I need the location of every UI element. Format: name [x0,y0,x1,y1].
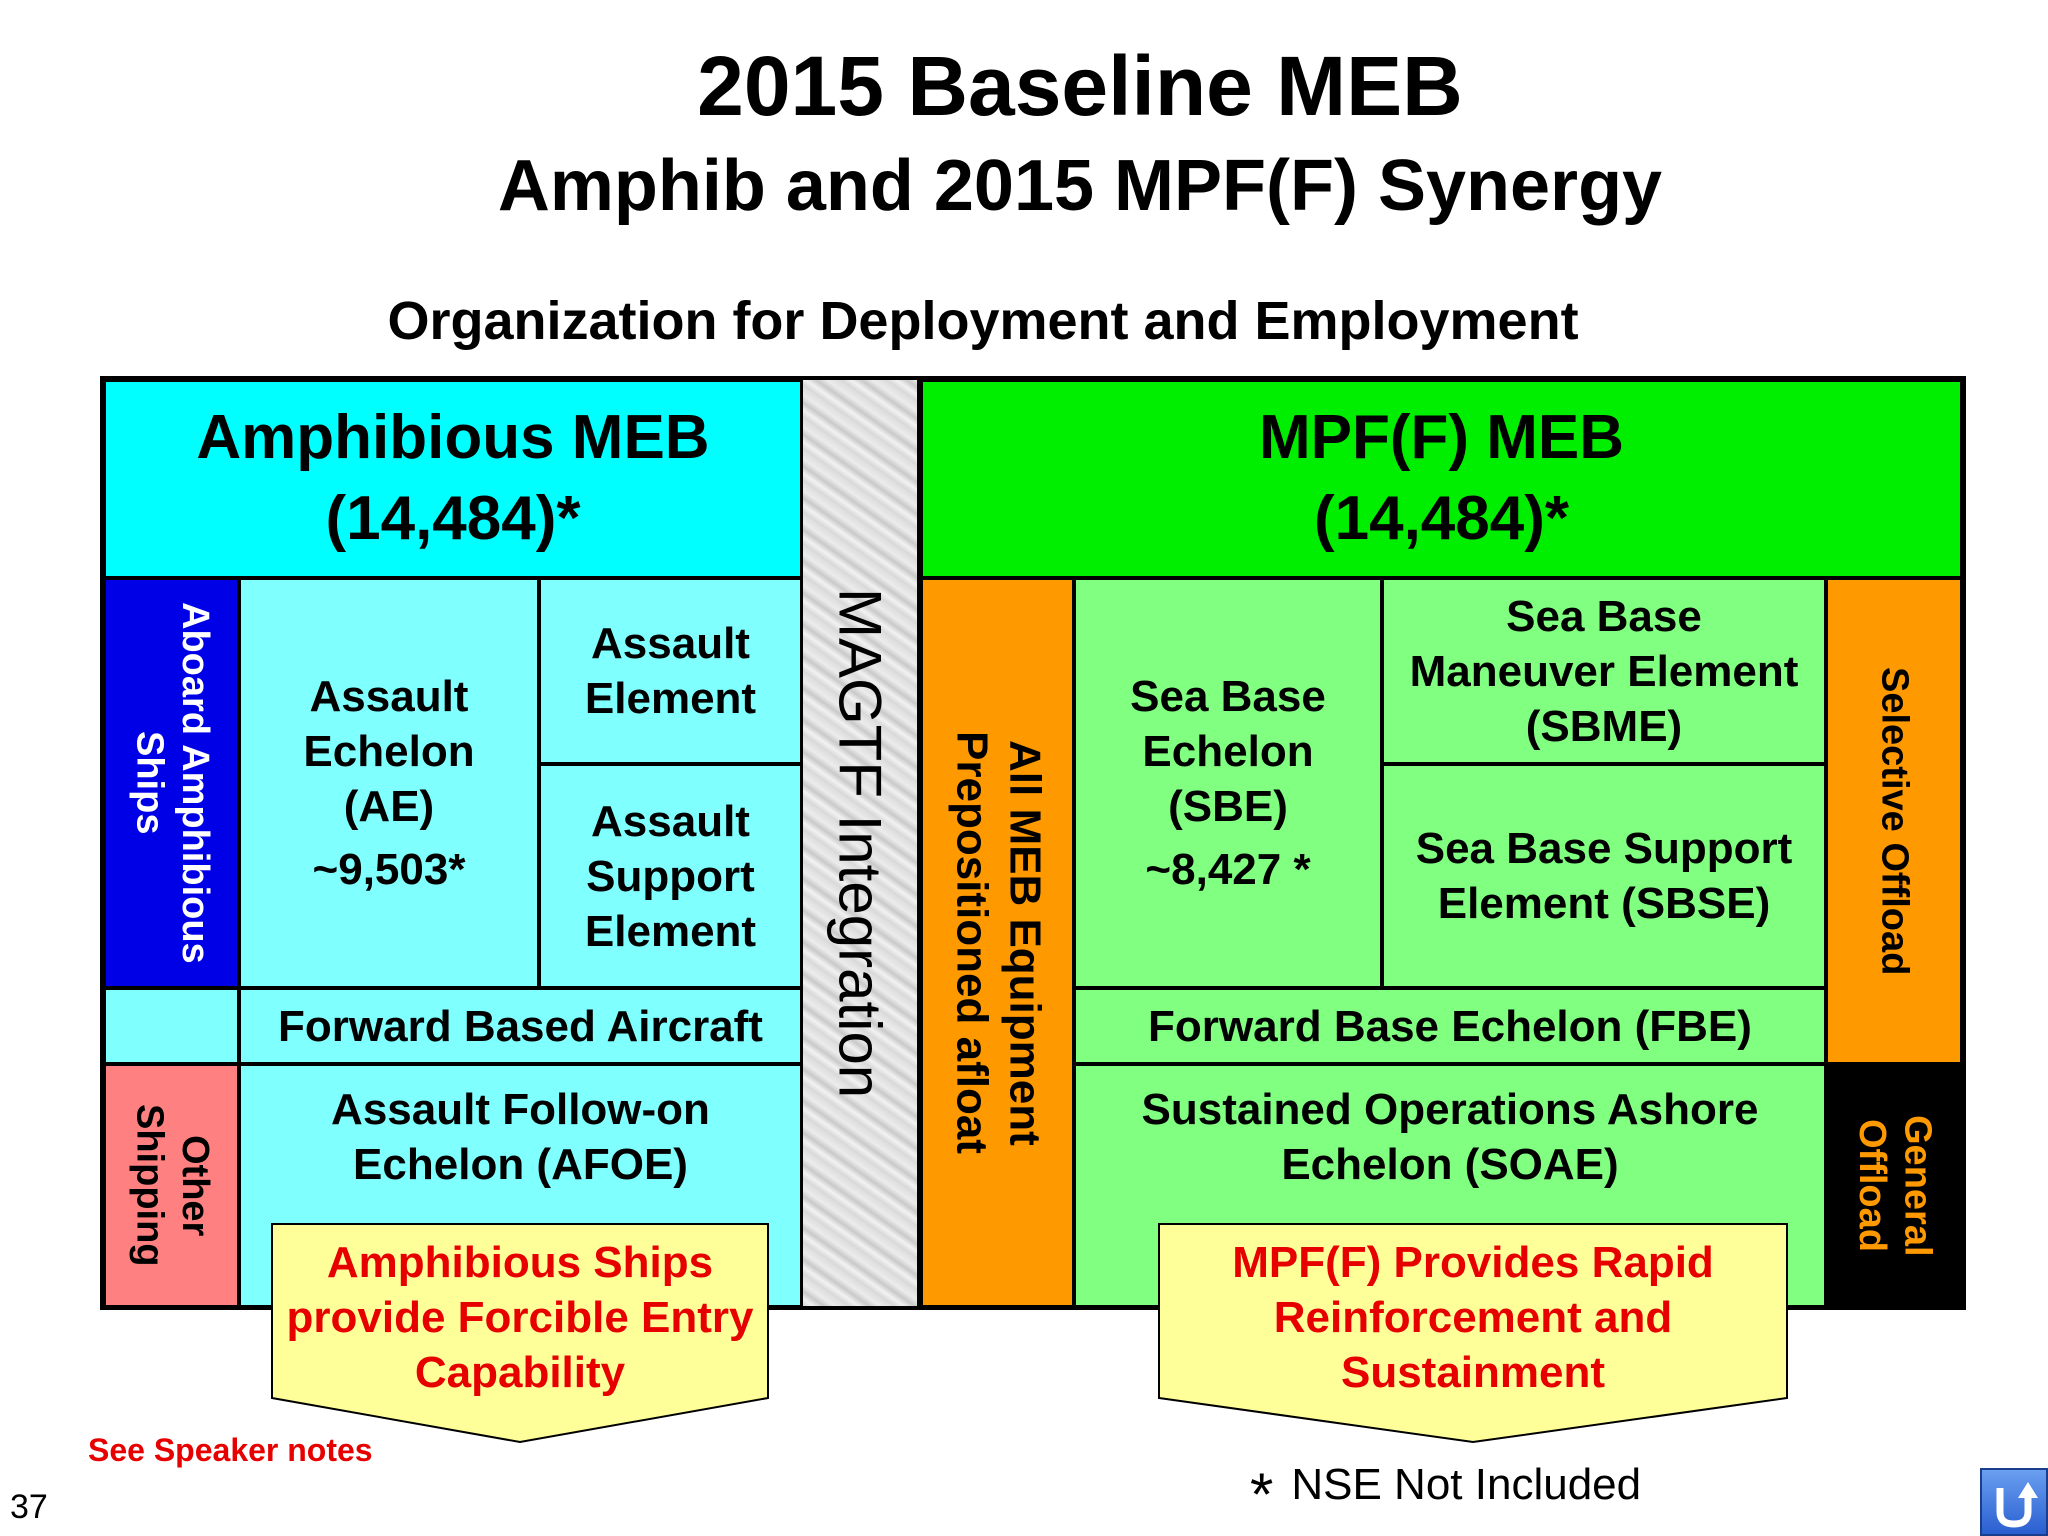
sbse-label: Sea Base Support Element (SBSE) [1415,824,1793,928]
mpf-meb-name: MPF(F) MEB [1258,403,1625,473]
return-arrow-icon[interactable] [1980,1468,2048,1536]
assault-support-element-label: Assault Support Element [584,796,757,956]
page-number: 37 [10,1488,48,1526]
assault-echelon-count: ~9,503* [312,845,466,894]
assault-element-label: Assault Element [584,619,757,723]
sea-base-echelon-line3: (SBE) [1168,782,1288,831]
sea-base-echelon-line2: Echelon [1142,727,1314,776]
amphib-side-gap-cell [103,987,240,1065]
assault-echelon-line1: Assault [309,672,469,721]
sbme-box [1381,577,1827,765]
magtf-integration-label: MAGTF Integration [826,587,894,1099]
forward-based-aircraft-box [238,987,803,1065]
footnote-star: * [1250,1461,1274,1528]
amphibious-meb-header [103,379,803,579]
prepositioned-afloat-box [920,577,1075,1308]
footnote [1250,1460,1641,1529]
slide-title: 2015 Baseline MEB [697,39,1463,133]
other-shipping-box [103,1063,240,1308]
sbme-label: Sea Base Maneuver Element (SBME) [1409,591,1799,751]
magtf-integration-column [800,380,920,1306]
assault-support-element-box [538,763,803,989]
footnote-text: NSE Not Included [1291,1460,1642,1509]
assault-echelon-box [238,577,540,989]
fbe-box [1073,987,1827,1065]
sea-base-echelon-count: ~8,427 * [1145,845,1311,894]
forward-based-aircraft-label: Forward Based Aircraft [278,1001,763,1051]
mpf-meb-count: (14,484)* [1313,484,1570,553]
sbse-box [1381,763,1827,989]
sea-base-echelon-box [1073,577,1383,989]
amphibious-meb-count: (14,484)* [325,484,581,553]
assault-echelon-line2: Echelon [303,727,475,776]
general-offload-label: General Offload [1851,1114,1939,1257]
section-heading: Organization for Deployment and Employment [387,291,1579,351]
mpf-callout [1157,1222,1789,1444]
prepositioned-afloat-label: All MEB Equipment Prepositioned afloat [947,731,1050,1154]
speaker-notes-link: See Speaker notes [88,1432,373,1468]
return-arrow-glyph [1986,1474,2042,1530]
fbe-label: Forward Base Echelon (FBE) [1148,1001,1752,1051]
assault-element-box [538,577,803,765]
aboard-amphibious-ships-label: Aboard Amphibious Ships [128,602,217,964]
general-offload-box [1825,1063,1963,1308]
afoe-label: Assault Follow-on Echelon (AFOE) [331,1085,710,1189]
amphib-callout [270,1222,770,1444]
sea-base-echelon-line1: Sea Base [1130,672,1326,721]
soae-label: Sustained Operations Ashore Echelon (SOAE) [1141,1085,1759,1189]
amphibious-meb-name: Amphibious MEB [196,403,710,473]
assault-echelon-line3: (AE) [343,782,435,831]
amphib-callout-text: Amphibious Ships provide Forcible Entry Capability [286,1237,754,1397]
slide-subtitle: Amphib and 2015 MPF(F) Synergy [497,146,1663,226]
selective-offload-label: Selective Offload [1873,666,1916,976]
selective-offload-box [1825,577,1963,1065]
aboard-amphibious-ships-box [103,577,240,989]
other-shipping-label: Other Shipping [128,1104,217,1267]
mpf-meb-header [920,379,1963,579]
mpf-callout-text: MPF(F) Provides Rapid Reinforcement and Sustainment [1232,1237,1714,1397]
